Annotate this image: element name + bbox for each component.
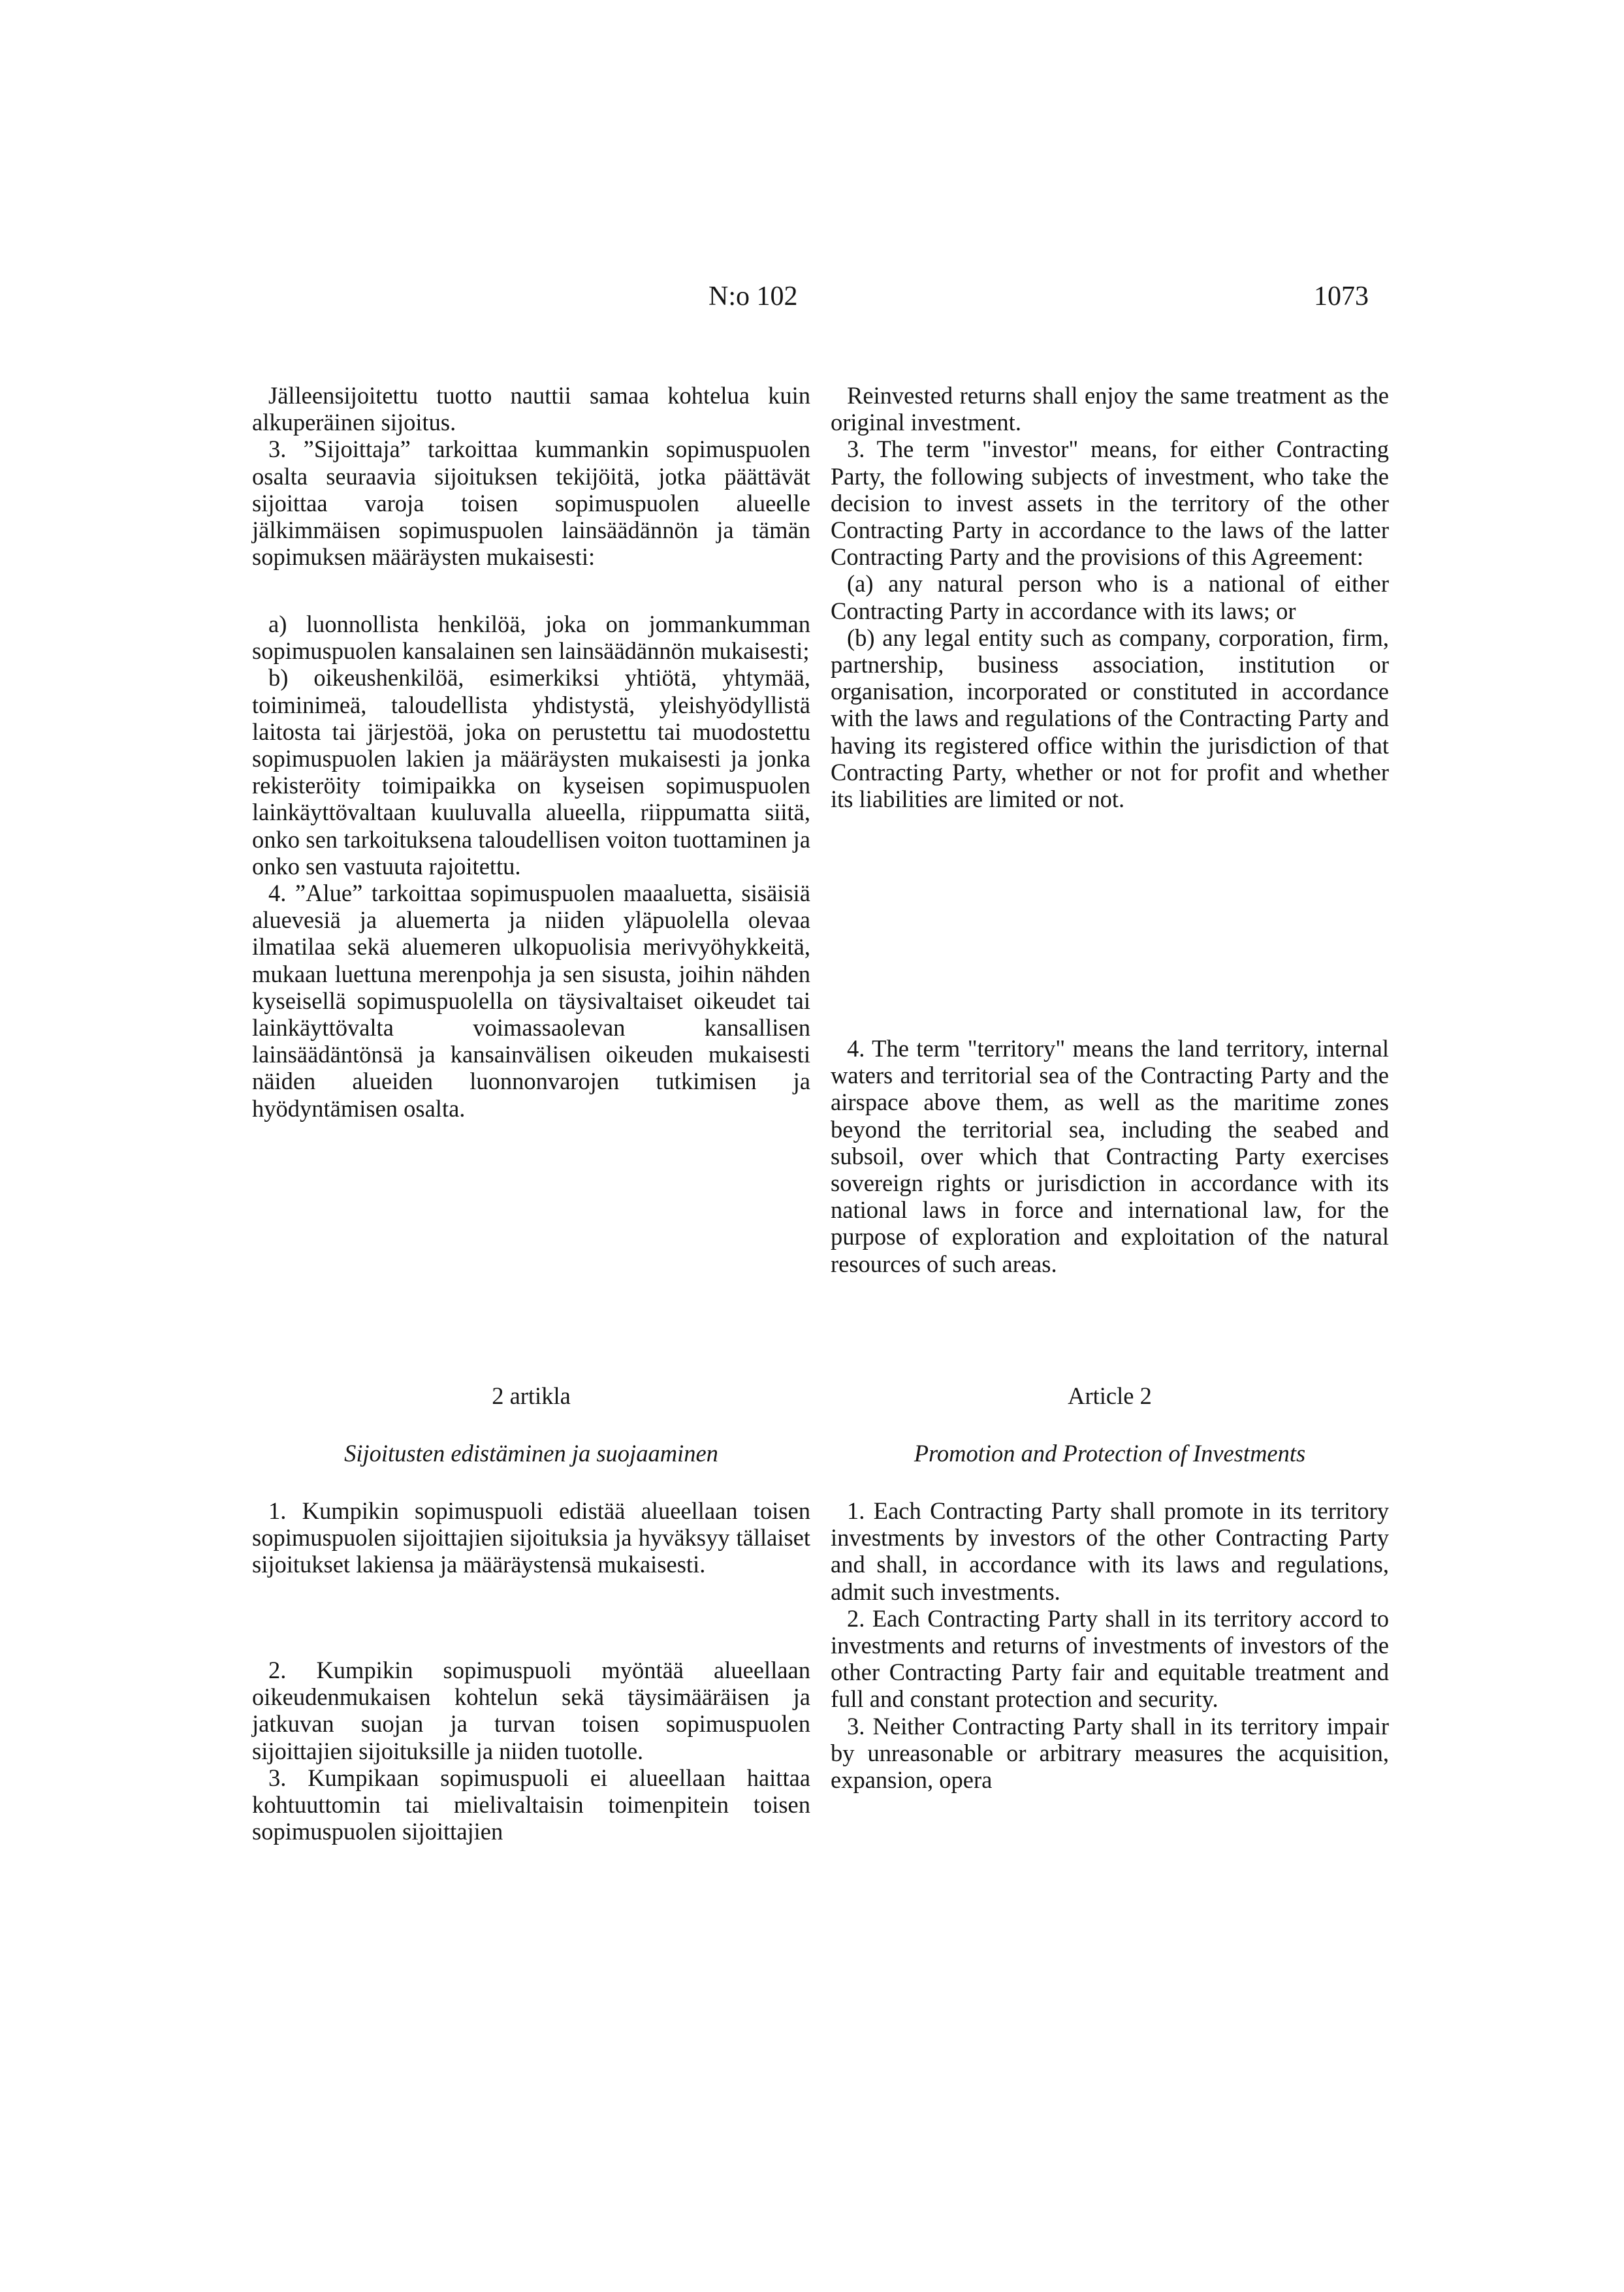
english-article-2-para-2: 2. Each Contracting Party shall in its territory accord to investments and returns of investments of investors of the other Contracting Party fair and equitable treatment and full and constant protection and security. <box>831 1604 1389 1713</box>
finnish-investor-definition: 3. ”Sijoittaja” tarkoittaa kummankin sopimuspuolen osalta seuraavia sijoituksen tekijöitä, jotka päättävät sijoittaa varoja toisen sopimuspuolen alueelle jälkimmäisen sopimuspuolen lainsäädännön ja tämän sopimuksen määräysten mukaisesti: <box>252 436 810 571</box>
finnish-article-2-para-2: 2. Kumpikin sopimuspuoli myöntää alueellaan oikeudenmukaisen kohtelun sekä täysimääräisen ja jatkuvan suojan ja turvan toisen sopimuspuolen sijoittajien sijoituksille ja niiden tuotolle. <box>252 1657 810 1764</box>
page-number: 1073 <box>1314 281 1369 311</box>
english-natural-person: (a) any natural person who is a national of either Contracting Party in accordance with its laws; or <box>831 570 1389 624</box>
english-block-article-2 <box>831 1497 1389 1793</box>
english-investor-definition: 3. The term "investor" means, for either Contracting Party, the following subjects of investment, who take the decision to invest assets in the territory of the other Contracting Party in accordance to the laws of the latter Contracting Party and the provisions of this Agreement: <box>831 436 1389 571</box>
finnish-reinvested-returns: Jälleensijoitettu tuotto nauttii samaa kohtelua kuin alkuperäinen sijoitus. <box>252 382 810 436</box>
document-number: N:o 102 <box>709 281 798 311</box>
finnish-natural-person: a) luonnollista henkilöä, joka on jommankumman sopimuspuolen kansalainen sen lainsäädännön mukaisesti; <box>252 611 810 665</box>
english-article-2-para-1: 1. Each Contracting Party shall promote in its territory investments by investors of the other Contracting Party and shall, in accordance with its laws and regulations, admit such investments. <box>831 1497 1389 1605</box>
english-legal-entity: (b) any legal entity such as company, corporation, firm, partnership, business association, institution or organisation, incorporated or constituted in accordance with the laws and regulations of the Contracting Party and having its registered office within the jurisdiction of that Contracting Party, whether or not for profit and whether its liabilities are limited or not. <box>831 624 1389 813</box>
finnish-block-definitions <box>252 382 810 570</box>
english-block-definitions <box>831 382 1389 812</box>
finnish-block-article-2-rest <box>252 1657 810 1845</box>
finnish-legal-entity: b) oikeushenkilöä, esimerkiksi yhtiötä, yhtymää, toiminimeä, taloudellista yhdistystä, yleishyödyllistä laitosta tai järjestöä, joka on perustettu tai muodostettu sopimuspuolen lakien ja määräysten mukaisesti ja jonka rekisteröity toimipaikka on kyseisen sopimuspuolen lainkäyttövaltaan kuuluvalla alueella, riippumatta siitä, onko sen tarkoituksena taloudellisen voiton tuottaminen ja onko sen vastuuta rajoitettu. <box>252 664 810 880</box>
finnish-block-subjects <box>252 611 810 1122</box>
finnish-article-heading: 2 artikla <box>492 1382 571 1409</box>
finnish-article-2-para-1: 1. Kumpikin sopimuspuoli edistää alueellaan toisen sopimuspuolen sijoittajien sijoituksia ja hyväksyy tällaiset sijoitukset lakiensa ja määräystensä mukaisesti. <box>252 1497 810 1578</box>
english-reinvested-returns: Reinvested returns shall enjoy the same treatment as the original investment. <box>831 382 1389 436</box>
finnish-territory-definition: 4. ”Alue” tarkoittaa sopimuspuolen maaaluetta, sisäisiä aluevesiä ja aluemerta ja niiden yläpuolella olevaa ilmatilaa sekä aluemeren ulkopuolisia merivyöhykkeitä, mukaan luettuna merenpohja ja sen sisusta, joihin nähden kyseisellä sopimuspuolella on täysivaltaiset oikeudet tai lainkäyttövalta voimassaolevan kansallisen lainsäädäntönsä ja kansainvälisen oikeuden mukaisesti näiden alueiden luonnonvarojen tutkimisen ja hyödyntämisen osalta. <box>252 880 810 1122</box>
english-article-heading: Article 2 <box>1068 1382 1152 1409</box>
english-article-title: Promotion and Protection of Investments <box>914 1440 1306 1467</box>
finnish-article-2-para-3: 3. Kumpikaan sopimuspuoli ei alueellaan haittaa kohtuuttomin tai mielivaltaisin toimenpitein toisen sopimuspuolen sijoittajien <box>252 1764 810 1845</box>
finnish-article-title: Sijoitusten edistäminen ja suojaaminen <box>344 1440 718 1467</box>
english-territory-definition: 4. The term "territory" means the land territory, internal waters and territorial sea of the Contracting Party and the airspace above them, as well as the maritime zones beyond the territorial sea, including the seabed and subsoil, over which that Contracting Party exercises sovereign rights or jurisdiction in accordance with its national laws in force and international law, for the purpose of exploration and exploitation of the natural resources of such areas. <box>831 1035 1389 1277</box>
english-article-2-para-3: 3. Neither Contracting Party shall in its territory impair by unreasonable or arbitrary measures the acquisition, expansion, opera <box>831 1712 1389 1794</box>
